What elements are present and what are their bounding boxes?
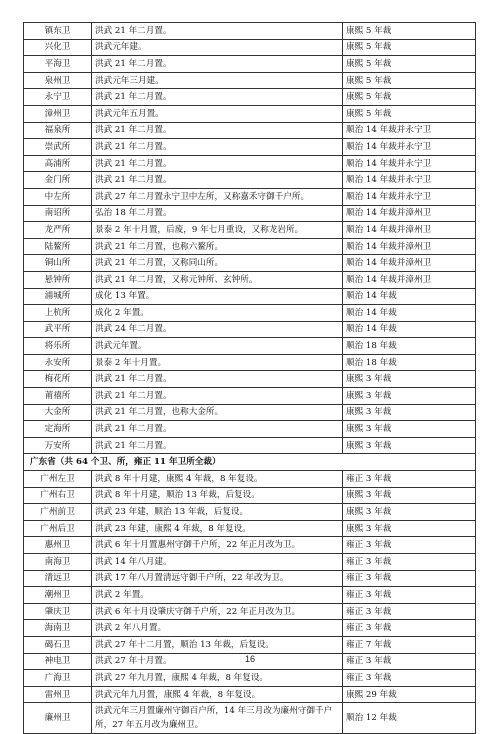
cell-history: 洪武 21 年二月置，又称元钟所、玄钟所。 <box>92 271 343 288</box>
table-row <box>24 570 476 587</box>
table-row <box>24 56 476 73</box>
cell-abolished: 康熙 5 年裁 <box>343 56 476 73</box>
cell-name: 海南卫 <box>24 620 92 637</box>
cell-name: 金门所 <box>24 172 92 189</box>
cell-history: 洪武 14 年八月建。 <box>92 554 343 571</box>
cell-history: 洪武 21 年二月置，也称大金所。 <box>92 404 343 421</box>
cell-history: 洪武 24 年二月置。 <box>92 321 343 338</box>
table-row <box>24 537 476 554</box>
cell-abolished: 顺治 14 年裁 <box>343 305 476 322</box>
table-row <box>24 636 476 653</box>
page-number: 16 <box>244 654 255 664</box>
table-row <box>24 188 476 205</box>
cell-abolished: 康熙 29 年裁 <box>343 686 476 703</box>
cell-abolished: 康熙 5 年裁 <box>343 23 476 40</box>
table-row <box>24 222 476 239</box>
cell-name: 广州右卫 <box>24 487 92 504</box>
table-row <box>24 487 476 504</box>
cell-history: 洪武 23 年建，康熙 4 年裁，8 年复设。 <box>92 520 343 537</box>
lianzhou-section <box>24 703 476 734</box>
cell-history: 洪武元年三月建。 <box>92 72 343 89</box>
cell-name: 神电卫 <box>24 653 92 670</box>
cell-history: 洪武 27 年十月置。 <box>92 653 343 670</box>
cell-abolished: 雍正 3 年裁 <box>343 653 476 670</box>
cell-abolished: 顺治 14 年裁并永宁卫 <box>343 155 476 172</box>
cell-name: 兴化卫 <box>24 39 92 56</box>
cell-history: 洪武元年九月置，康熙 4 年裁，8 年复设。 <box>92 686 343 703</box>
table-row <box>24 89 476 106</box>
table-row <box>24 603 476 620</box>
cell-history: 洪武 21 年二月置。 <box>92 172 343 189</box>
cell-abolished: 雍正 3 年裁 <box>343 570 476 587</box>
table-row <box>24 172 476 189</box>
cell-name: 廉州卫 <box>24 703 92 734</box>
cell-abolished: 雍正 3 年裁 <box>343 554 476 571</box>
cell-name: 将乐所 <box>24 338 92 355</box>
table-row <box>24 388 476 405</box>
cell-abolished: 顺治 14 年裁 <box>343 321 476 338</box>
table-row <box>24 205 476 222</box>
cell-history: 洪武 21 年二月置。 <box>92 23 343 40</box>
cell-name: 广州后卫 <box>24 520 92 537</box>
cell-name: 万安所 <box>24 437 92 454</box>
cell-history: 洪武 2 年置。 <box>92 587 343 604</box>
cell-name: 惠州卫 <box>24 537 92 554</box>
cell-name: 雷州卫 <box>24 686 92 703</box>
cell-name: 上杭所 <box>24 305 92 322</box>
cell-history: 洪武 21 年二月置。 <box>92 371 343 388</box>
cell-abolished: 康熙 5 年裁 <box>343 72 476 89</box>
cell-abolished: 雍正 3 年裁 <box>343 537 476 554</box>
cell-name: 铜山所 <box>24 255 92 272</box>
cell-abolished: 康熙 3 年裁 <box>343 437 476 454</box>
cell-history: 洪武元年置。 <box>92 338 343 355</box>
cell-abolished: 康熙 3 年裁 <box>343 487 476 504</box>
table-row <box>24 437 476 454</box>
cell-history: 洪武 21 年二月置。 <box>92 421 343 438</box>
table-row <box>24 554 476 571</box>
cell-name: 高浦所 <box>24 155 92 172</box>
cell-history: 洪武 21 年二月置。 <box>92 122 343 139</box>
cell-name: 泉州卫 <box>24 72 92 89</box>
cell-abolished: 康熙 3 年裁 <box>343 520 476 537</box>
cell-abolished: 顺治 14 年裁并漳州卫 <box>343 238 476 255</box>
table-row <box>24 255 476 272</box>
cell-history: 洪武 2 年八月置。 <box>92 620 343 637</box>
cell-name: 广州左卫 <box>24 471 92 488</box>
cell-name: 清远卫 <box>24 570 92 587</box>
cell-abolished: 顺治 14 年裁并永宁卫 <box>343 139 476 156</box>
table-row <box>24 105 476 122</box>
cell-history: 景泰 2 年十月置。 <box>92 354 343 371</box>
table-row <box>24 354 476 371</box>
cell-history: 洪武 21 年二月置，又称同山所。 <box>92 255 343 272</box>
section-header-row <box>24 454 476 471</box>
cell-abolished: 顺治 14 年裁并漳州卫 <box>343 255 476 272</box>
cell-name: 永安所 <box>24 354 92 371</box>
cell-history: 洪武 21 年二月置，也称六鳌所。 <box>92 238 343 255</box>
cell-name: 福泉所 <box>24 122 92 139</box>
table-row <box>24 139 476 156</box>
cell-abolished: 雍正 3 年裁 <box>343 471 476 488</box>
table-row <box>24 703 476 734</box>
cell-name: 南诏所 <box>24 205 92 222</box>
cell-abolished: 雍正 3 年裁 <box>343 620 476 637</box>
cell-abolished: 康熙 5 年裁 <box>343 39 476 56</box>
cell-abolished: 顺治 14 年裁并永宁卫 <box>343 172 476 189</box>
cell-name: 镇东卫 <box>24 23 92 40</box>
table-row <box>24 338 476 355</box>
cell-name: 漳州卫 <box>24 105 92 122</box>
cell-name: 潮州卫 <box>24 587 92 604</box>
cell-abolished: 顺治 14 年裁并漳州卫 <box>343 222 476 239</box>
cell-history: 成化 13 年置。 <box>92 288 343 305</box>
table-row <box>24 371 476 388</box>
table-row <box>24 122 476 139</box>
table-row <box>24 72 476 89</box>
cell-abolished: 顺治 14 年裁 <box>343 288 476 305</box>
cell-history: 洪武 23 年建，顺治 13 年裁，后复设。 <box>92 504 343 521</box>
cell-history: 洪武 27 年十二月置，顺治 13 年裁，后复设。 <box>92 636 343 653</box>
table-row <box>24 421 476 438</box>
cell-abolished: 雍正 3 年裁 <box>343 587 476 604</box>
cell-history: 洪武 21 年二月置。 <box>92 388 343 405</box>
cell-abolished: 顺治 14 年裁并永宁卫 <box>343 188 476 205</box>
guangdong-rows <box>24 471 476 703</box>
cell-name: 碣石卫 <box>24 636 92 653</box>
cell-name: 莆禧所 <box>24 388 92 405</box>
cell-abolished: 康熙 3 年裁 <box>343 404 476 421</box>
table-row <box>24 620 476 637</box>
cell-name: 定海所 <box>24 421 92 438</box>
cell-history: 洪武 21 年二月置。 <box>92 56 343 73</box>
cell-name: 龙严所 <box>24 222 92 239</box>
cell-abolished: 顺治 14 年裁并漳州卫 <box>343 271 476 288</box>
table-row <box>24 587 476 604</box>
cell-history: 景泰 2 年十月置，后废，9 年七月重设，又称龙岩所。 <box>92 222 343 239</box>
garrison-table <box>23 22 476 734</box>
cell-name: 悬钟所 <box>24 271 92 288</box>
table-row <box>24 520 476 537</box>
guangdong-section <box>24 454 476 471</box>
cell-history: 洪武元年五月置。 <box>92 105 343 122</box>
cell-abolished: 康熙 5 年裁 <box>343 105 476 122</box>
cell-abolished: 雍正 3 年裁 <box>343 603 476 620</box>
cell-abolished: 顺治 14 年裁并永宁卫 <box>343 122 476 139</box>
cell-abolished: 雍正 7 年裁 <box>343 636 476 653</box>
cell-history: 洪武 8 年十月建，康熙 4 年裁，8 年复设。 <box>92 471 343 488</box>
cell-abolished: 康熙 5 年裁 <box>343 89 476 106</box>
cell-abolished: 顺治 12 年裁 <box>343 703 476 734</box>
table-row <box>24 288 476 305</box>
cell-name: 浦城所 <box>24 288 92 305</box>
cell-name: 梅花所 <box>24 371 92 388</box>
table-row <box>24 271 476 288</box>
cell-name: 武平所 <box>24 321 92 338</box>
cell-history: 洪武 21 年二月置。 <box>92 155 343 172</box>
table-row <box>24 238 476 255</box>
cell-name: 南海卫 <box>24 554 92 571</box>
table-row <box>24 686 476 703</box>
table-row <box>24 471 476 488</box>
cell-abolished: 雍正 3 年裁 <box>343 670 476 687</box>
cell-name: 肇庆卫 <box>24 603 92 620</box>
table-row <box>24 155 476 172</box>
cell-name: 崇武所 <box>24 139 92 156</box>
cell-name: 广州前卫 <box>24 504 92 521</box>
table-row <box>24 670 476 687</box>
cell-history: 洪武 21 年二月置。 <box>92 437 343 454</box>
cell-abolished: 康熙 3 年裁 <box>343 421 476 438</box>
section-title: 广东省（共 64 个卫、所，雍正 11 年卫所全裁） <box>24 454 476 471</box>
cell-history: 洪武元年三月置廉州守御百户所，14 年三月改为廉州守御千户所，27 年五月改为廉州卫。 <box>92 703 343 734</box>
cell-abolished: 顺治 14 年裁并漳州卫 <box>343 205 476 222</box>
table-row <box>24 404 476 421</box>
cell-history: 洪武 8 年十月建，顺治 13 年裁，后复设。 <box>92 487 343 504</box>
cell-abolished: 康熙 3 年裁 <box>343 371 476 388</box>
cell-history: 洪武 27 年九月置，康熙 4 年裁，8 年复设。 <box>92 670 343 687</box>
table-row <box>24 321 476 338</box>
table-row <box>24 504 476 521</box>
table-row <box>24 305 476 322</box>
cell-name: 永宁卫 <box>24 89 92 106</box>
cell-name: 陆鳌所 <box>24 238 92 255</box>
cell-history: 洪武 6 年十月置惠州守御千户所，22 年正月改为卫。 <box>92 537 343 554</box>
table-row <box>24 23 476 40</box>
cell-abolished: 顺治 18 年裁 <box>343 354 476 371</box>
table-row <box>24 39 476 56</box>
cell-abolished: 顺治 18 年裁 <box>343 338 476 355</box>
cell-abolished: 康熙 3 年裁 <box>343 388 476 405</box>
cell-name: 广海卫 <box>24 670 92 687</box>
cell-history: 洪武 6 年十月设肇庆守御千户所，22 年正月改为卫。 <box>92 603 343 620</box>
cell-history: 洪武 21 年二月置。 <box>92 89 343 106</box>
cell-abolished: 康熙 3 年裁 <box>343 504 476 521</box>
cell-name: 平海卫 <box>24 56 92 73</box>
cell-history: 洪武 27 年二月置永宁卫中左所，又称嘉禾守御千户所。 <box>92 188 343 205</box>
cell-history: 洪武元年建。 <box>92 39 343 56</box>
cell-name: 大金所 <box>24 404 92 421</box>
fujian-rows <box>24 23 476 454</box>
cell-name: 中左所 <box>24 188 92 205</box>
cell-history: 洪武 17 年八月置清远守御千户所，22 年改为卫。 <box>92 570 343 587</box>
cell-history: 洪武 21 年二月置。 <box>92 139 343 156</box>
cell-history: 成化 2 年置。 <box>92 305 343 322</box>
cell-history: 弘治 18 年二月置。 <box>92 205 343 222</box>
